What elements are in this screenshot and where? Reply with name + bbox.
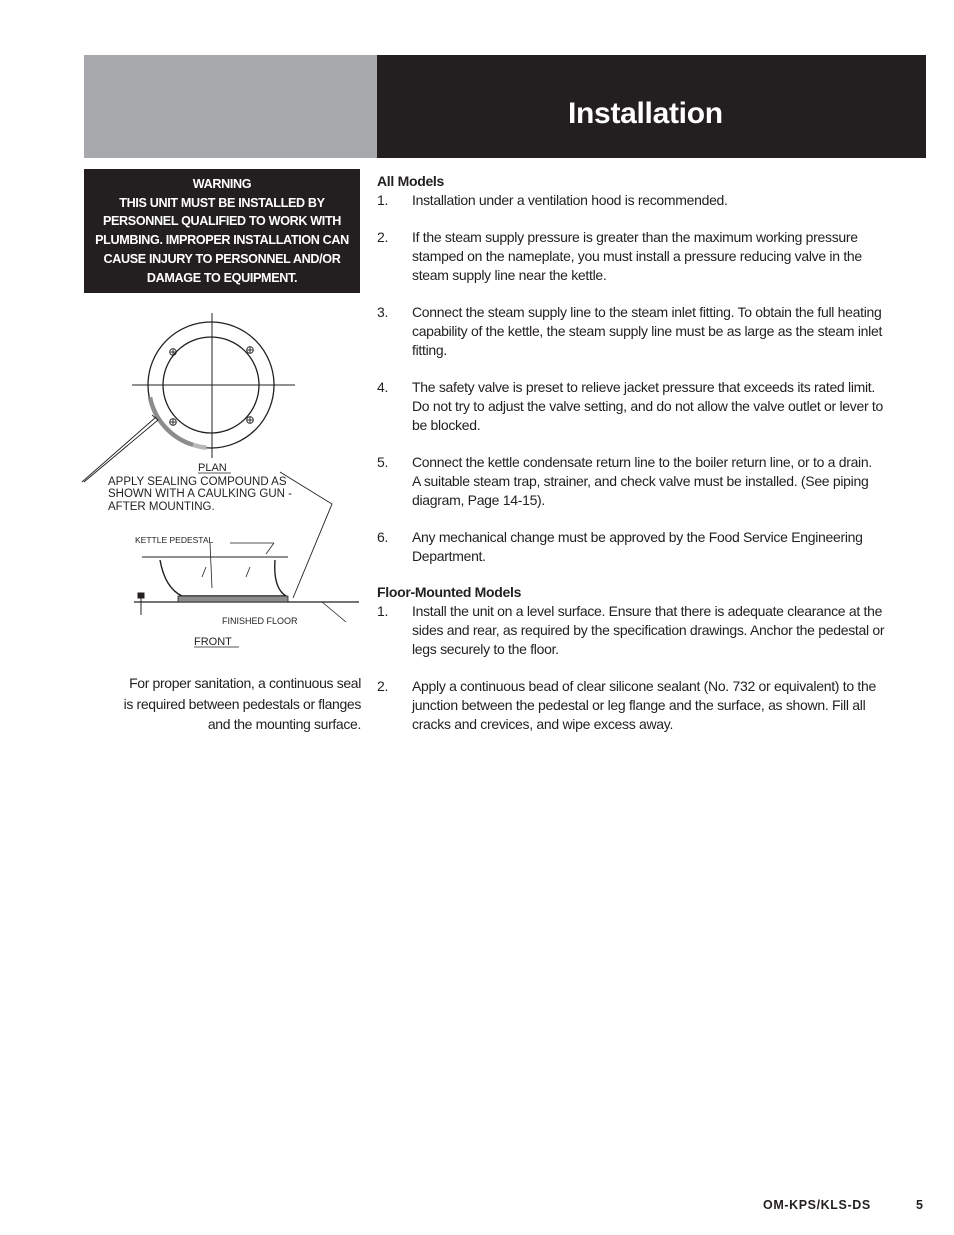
item-text: The safety valve is preset to relieve jacket pressure that exceeds its rated limit. (412, 379, 875, 395)
item-number: 3. (377, 304, 389, 320)
list-item (377, 378, 937, 434)
warning-line: DAMAGE TO EQUIPMENT. (146, 270, 298, 285)
caption-line: and the mounting surface. (207, 716, 361, 732)
item-text: A suitable steam trap, strainer, and check valve must be installed. (See piping (412, 472, 869, 489)
item-text: junction between the pedestal or leg flange and the surface, as shown. Fill all (412, 696, 866, 713)
warning-line: PLUMBING. IMPROPER INSTALLATION CAN (95, 233, 349, 248)
item-text: If the steam supply pressure is greater than the maximum working pressure (412, 229, 858, 245)
front-view (134, 543, 359, 622)
plan-label: PLAN (198, 462, 227, 474)
item-text: Apply a continuous bead of clear silicone sealant (No. 732 or equivalent) to the (412, 678, 876, 694)
caption-line: is required between pedestals or flanges (123, 695, 361, 712)
sealant-bead (178, 596, 288, 602)
item-text: legs securely to the floor. (412, 640, 559, 657)
item-text: Connect the kettle condensate return line to the boiler return line, or to a drain. (412, 454, 872, 470)
warning-line: WARNING (192, 177, 252, 191)
plan-view (132, 313, 295, 458)
page-number: 5 (916, 1198, 923, 1212)
note-line: SHOWN WITH A CAULKING GUN - (108, 488, 293, 500)
item-text: Department. (412, 547, 486, 564)
item-text: fitting. (412, 341, 447, 358)
item-text: capability of the kettle, the steam supply line must be as large as the steam inlet (412, 322, 883, 339)
warning-line: CAUSE INJURY TO PERSONNEL AND/OR (103, 251, 341, 266)
item-number: 2. (377, 229, 389, 245)
sealing-diagram (80, 310, 365, 655)
list-item (377, 677, 937, 733)
warning-box (84, 169, 360, 293)
item-text: be blocked. (412, 416, 481, 433)
list-item (377, 453, 937, 509)
item-text: Connect the steam supply line to the steam inlet fitting. To obtain the full heating (412, 304, 882, 320)
item-text: Do not try to adjust the valve setting, and do not allow the valve outlet or lever to (412, 397, 884, 414)
caption-line: For proper sanitation, a continuous seal (129, 675, 361, 691)
note-line: APPLY SEALING COMPOUND AS (108, 476, 287, 488)
item-number: 6. (377, 529, 389, 545)
item-number: 1. (377, 192, 389, 208)
floor-label: FINISHED FLOOR (222, 616, 298, 626)
anchor-bolt-icon (138, 593, 144, 615)
item-text: sides and rear, as required by the specification drawings. Anchor the pedestal or (412, 621, 885, 638)
item-text: Installation under a ventilation hood is recommended. (412, 192, 728, 208)
item-text: cracks and crevices, and wipe excess away. (412, 715, 674, 732)
section-heading-floor-mounted: Floor-Mounted Models (377, 584, 522, 600)
list-item (377, 228, 937, 284)
diagram-caption (90, 673, 361, 735)
item-text: diagram, Page 14-15). (412, 491, 546, 508)
item-number: 5. (377, 454, 389, 470)
item-text: stamped on the nameplate, you must install a pressure reducing valve in the (412, 247, 862, 264)
item-text: steam supply line near the kettle. (412, 266, 607, 283)
page-title: Installation (568, 97, 723, 130)
warning-line: PERSONNEL QUALIFIED TO WORK WITH (102, 214, 342, 229)
header-gray-band (84, 55, 377, 158)
note-line: AFTER MOUNTING. (108, 501, 215, 513)
item-number: 2. (377, 678, 389, 694)
document-code: OM-KPS/KLS-DS (763, 1198, 871, 1212)
list-item (377, 602, 937, 658)
list-item (377, 528, 937, 566)
item-number: 4. (377, 379, 389, 395)
item-text: Install the unit on a level surface. Ensure that there is adequate clearance at the (412, 603, 883, 619)
section-heading-all-models: All Models (377, 173, 445, 189)
list-item (377, 303, 937, 359)
pedestal-label: KETTLE PEDESTAL (135, 535, 214, 545)
item-text: Any mechanical change must be approved by the Food Service Engineering (412, 529, 863, 545)
front-label: FRONT (194, 636, 232, 648)
warning-line: THIS UNIT MUST BE INSTALLED BY (119, 195, 325, 210)
list-item (377, 191, 937, 210)
item-number: 1. (377, 603, 389, 619)
